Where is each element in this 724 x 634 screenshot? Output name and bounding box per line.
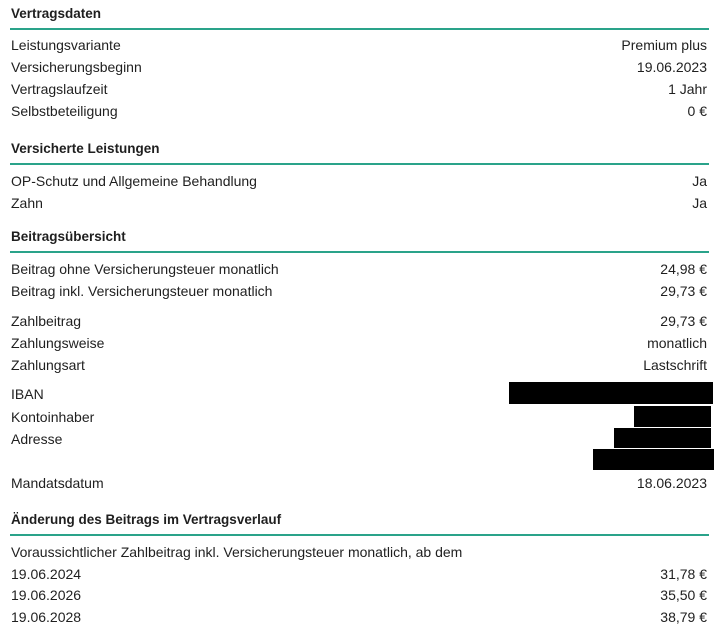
row-value: 19.06.2023 (636, 59, 707, 75)
section-divider (10, 534, 709, 536)
row-label: Zahn (11, 195, 43, 211)
row-adresse (11, 429, 707, 449)
row-label: 19.06.2024 (11, 566, 82, 582)
row-zahlungsweise (11, 333, 707, 353)
row-beitrag-2028 (11, 607, 707, 627)
row-value: 38,79 € (660, 609, 707, 625)
row-versicherungsbeginn (11, 57, 707, 77)
row-kontoinhaber (11, 407, 707, 427)
row-value: 18.06.2023 (636, 475, 707, 491)
row-label: Zahlungsweise (11, 335, 105, 351)
row-beitrag-inkl-steuer (11, 281, 707, 301)
section-divider (10, 163, 709, 165)
row-value: 29,73 € (660, 283, 707, 299)
row-vertragslaufzeit (11, 79, 707, 99)
row-value: Premium plus (621, 37, 707, 53)
row-label: Zahlbeitrag (11, 313, 82, 329)
row-label: Beitrag ohne Versicherungsteuer monatlich (11, 261, 279, 277)
row-leistungsvariante (11, 35, 707, 55)
redaction-kontoinhaber (634, 406, 711, 427)
row-label: Beitrag inkl. Versicherungsteuer monatlich (11, 283, 273, 299)
note-zahlbeitrag-ab: Voraussichtlicher Zahlbeitrag inkl. Versicherungsteuer monatlich, ab dem (11, 544, 463, 560)
row-label: Leistungsvariante (11, 37, 121, 53)
row-label: Selbstbeteiligung (11, 103, 118, 119)
row-mandatsdatum (11, 473, 707, 493)
row-label: 19.06.2028 (11, 609, 82, 625)
row-label: Adresse (11, 431, 63, 447)
row-zahlungsart (11, 355, 707, 375)
section-title-beitrag: Beitragsübersicht (11, 229, 126, 244)
row-selbstbeteiligung (11, 101, 707, 121)
section-title-vertragsdaten: Vertragsdaten (11, 6, 102, 21)
row-label: Kontoinhaber (11, 409, 95, 425)
redaction-adresse-line-1 (614, 428, 711, 448)
row-value: 31,78 € (660, 566, 707, 582)
redaction-adresse-line-2 (593, 449, 714, 470)
section-divider (10, 28, 709, 30)
section-title-leistungen: Versicherte Leistungen (11, 141, 160, 156)
row-value: 0 € (687, 103, 707, 119)
row-value: 1 Jahr (668, 81, 707, 97)
redaction-iban (509, 382, 713, 404)
section-title-aenderung: Änderung des Beitrags im Vertragsverlauf (11, 512, 282, 527)
row-zahn (11, 193, 707, 213)
row-value: 35,50 € (660, 587, 707, 603)
row-value: Ja (692, 173, 707, 189)
row-value: Ja (692, 195, 707, 211)
row-label: Mandatsdatum (11, 475, 104, 491)
row-zahlbeitrag (11, 311, 707, 331)
row-label: 19.06.2026 (11, 587, 82, 603)
row-label: Vertragslaufzeit (11, 81, 108, 97)
row-value: monatlich (647, 335, 707, 351)
section-divider (10, 251, 709, 253)
row-op-schutz (11, 171, 707, 191)
row-label: Versicherungsbeginn (11, 59, 142, 75)
row-label: IBAN (11, 386, 44, 402)
row-beitrag-2026 (11, 585, 707, 605)
row-label: Zahlungsart (11, 357, 85, 373)
row-value: 29,73 € (660, 313, 707, 329)
row-beitrag-2024 (11, 564, 707, 584)
row-value: Lastschrift (643, 357, 707, 373)
row-value: 24,98 € (660, 261, 707, 277)
row-label: OP-Schutz und Allgemeine Behandlung (11, 173, 257, 189)
row-beitrag-ohne-steuer (11, 259, 707, 279)
